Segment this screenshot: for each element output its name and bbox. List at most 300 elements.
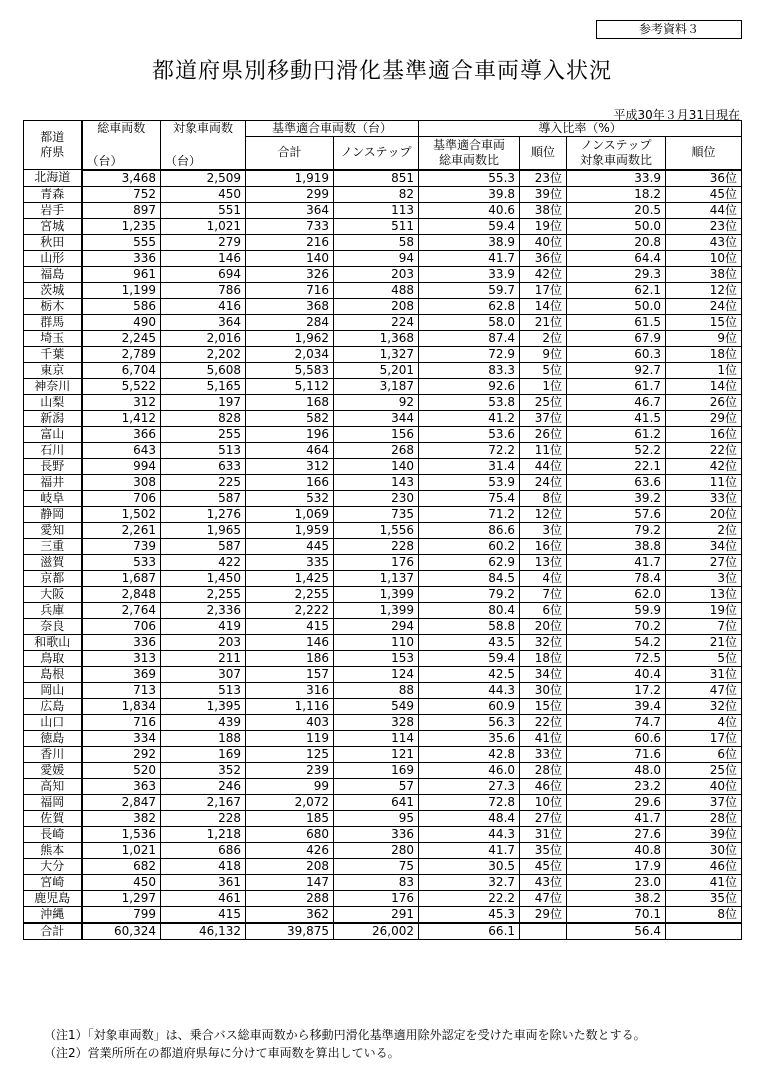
table-row [24, 538, 742, 554]
table-cell: 38.9 [419, 234, 520, 250]
prefecture-name: 東京 [24, 362, 82, 378]
table-cell: 369 [82, 666, 161, 682]
table-cell: 197 [161, 394, 246, 410]
table-cell: 15位 [520, 698, 567, 714]
table-cell: 268 [334, 442, 419, 458]
table-cell: 57.6 [567, 506, 666, 522]
table-cell: 44.3 [419, 682, 520, 698]
table-row [24, 298, 742, 314]
table-cell: 17.9 [567, 858, 666, 874]
table-cell: 533 [82, 554, 161, 570]
table-cell: 1位 [520, 378, 567, 394]
table-cell: 60.6 [567, 730, 666, 746]
table-cell: 42.5 [419, 666, 520, 682]
table-row [24, 874, 742, 890]
table-cell: 5,583 [246, 362, 334, 378]
table-cell: 146 [246, 634, 334, 650]
table-cell: 39,875 [246, 923, 334, 940]
table-cell: 39.2 [567, 490, 666, 506]
table-cell: 26位 [666, 394, 742, 410]
table-cell: 83 [334, 874, 419, 890]
table-cell: 5位 [520, 362, 567, 378]
table-cell: 13位 [520, 554, 567, 570]
table-row [24, 234, 742, 250]
table-cell: 38.8 [567, 538, 666, 554]
table-cell: 308 [82, 474, 161, 490]
table-cell: 2,336 [161, 602, 246, 618]
reference-label: 参考資料３ [596, 20, 742, 39]
table-cell: 739 [82, 538, 161, 554]
prefecture-name: 宮城 [24, 218, 82, 234]
table-cell: 42位 [666, 458, 742, 474]
table-cell: 208 [246, 858, 334, 874]
table-row [24, 650, 742, 666]
table-cell: 70.1 [567, 906, 666, 923]
table-cell: 8位 [666, 906, 742, 923]
table-cell: 1,199 [82, 282, 161, 298]
table-cell: 1,962 [246, 330, 334, 346]
table-cell: 42.8 [419, 746, 520, 762]
prefecture-name: 香川 [24, 746, 82, 762]
table-cell: 224 [334, 314, 419, 330]
table-row [24, 186, 742, 202]
table-cell: 32.7 [419, 874, 520, 890]
table-cell: 228 [161, 810, 246, 826]
table-cell: 39.8 [419, 186, 520, 202]
table-cell: 1,965 [161, 522, 246, 538]
table-row [24, 618, 742, 634]
table-cell [520, 923, 567, 940]
table-cell: 35位 [666, 890, 742, 906]
table-cell: 84.5 [419, 570, 520, 586]
table-cell: 188 [161, 730, 246, 746]
table-cell: 38.2 [567, 890, 666, 906]
table-cell: 70.2 [567, 618, 666, 634]
table-cell: 74.7 [567, 714, 666, 730]
table-cell: 56.3 [419, 714, 520, 730]
table-cell: 40位 [520, 234, 567, 250]
table-cell: 87.4 [419, 330, 520, 346]
table-cell: 1,412 [82, 410, 161, 426]
prefecture-name: 北海道 [24, 170, 82, 187]
table-cell: 79.2 [419, 586, 520, 602]
table-cell: 30位 [520, 682, 567, 698]
table-cell: 140 [246, 250, 334, 266]
table-cell: 17位 [666, 730, 742, 746]
table-row [24, 778, 742, 794]
table-cell: 1,959 [246, 522, 334, 538]
table-cell: 45位 [666, 186, 742, 202]
prefecture-name: 長野 [24, 458, 82, 474]
table-cell: 39位 [666, 826, 742, 842]
table-row [24, 762, 742, 778]
header-target-vehicles-unit: （台） [161, 137, 246, 170]
table-cell: 121 [334, 746, 419, 762]
table-cell: 83.3 [419, 362, 520, 378]
table-cell: 211 [161, 650, 246, 666]
prefecture-name: 沖縄 [24, 906, 82, 923]
table-cell: 694 [161, 266, 246, 282]
table-cell: 124 [334, 666, 419, 682]
table-cell: 828 [161, 410, 246, 426]
table-cell: 312 [246, 458, 334, 474]
table-cell: 1,297 [82, 890, 161, 906]
table-row [24, 698, 742, 714]
table-cell: 1,021 [161, 218, 246, 234]
table-cell: 156 [334, 426, 419, 442]
table-cell: 255 [161, 426, 246, 442]
header-rank-compliant: 順位 [520, 137, 567, 170]
table-cell: 17.2 [567, 682, 666, 698]
table-cell: 364 [161, 314, 246, 330]
table-cell: 5,522 [82, 378, 161, 394]
table-cell: 549 [334, 698, 419, 714]
prefecture-name: 千葉 [24, 346, 82, 362]
table-cell: 60,324 [82, 923, 161, 940]
table-cell: 75.4 [419, 490, 520, 506]
table-cell: 60.2 [419, 538, 520, 554]
table-cell: 44位 [666, 202, 742, 218]
table-row [24, 602, 742, 618]
table-cell: 48.0 [567, 762, 666, 778]
table-cell: 30位 [666, 842, 742, 858]
table-cell: 1,368 [334, 330, 419, 346]
table-cell: 416 [161, 298, 246, 314]
table-cell: 284 [246, 314, 334, 330]
table-cell: 39位 [520, 186, 567, 202]
table-cell: 48.4 [419, 810, 520, 826]
table-cell: 335 [246, 554, 334, 570]
table-cell: 633 [161, 458, 246, 474]
table-cell: 336 [82, 634, 161, 650]
table-row [24, 458, 742, 474]
table-cell: 36位 [520, 250, 567, 266]
table-cell: 26,002 [334, 923, 419, 940]
header-ratio-nonstep: ノンステップ 対象車両数比 [567, 137, 666, 170]
table-row [24, 858, 742, 874]
prefecture-name: 和歌山 [24, 634, 82, 650]
table-cell: 60.9 [419, 698, 520, 714]
table-body [24, 170, 742, 940]
header-compliant-total: 合計 [246, 137, 334, 170]
table-cell: 735 [334, 506, 419, 522]
table-cell: 147 [246, 874, 334, 890]
table-cell: 415 [161, 906, 246, 923]
table-row [24, 554, 742, 570]
table-cell: 239 [246, 762, 334, 778]
table-cell: 35位 [520, 842, 567, 858]
table-cell: 46位 [666, 858, 742, 874]
table-cell: 58.0 [419, 314, 520, 330]
table-cell: 62.9 [419, 554, 520, 570]
prefecture-name: 愛知 [24, 522, 82, 538]
prefecture-name: 山形 [24, 250, 82, 266]
table-cell: 2,034 [246, 346, 334, 362]
table-cell: 5,112 [246, 378, 334, 394]
table-cell: 19位 [666, 602, 742, 618]
table-cell: 2,222 [246, 602, 334, 618]
table-cell: 3位 [520, 522, 567, 538]
table-cell: 46.7 [567, 394, 666, 410]
prefecture-name: 長崎 [24, 826, 82, 842]
table-cell: 23位 [520, 170, 567, 187]
table-cell: 4位 [520, 570, 567, 586]
table-cell: 21位 [666, 634, 742, 650]
header-nonstep: ノンステップ [334, 137, 419, 170]
table-cell: 1,425 [246, 570, 334, 586]
table-cell: 587 [161, 490, 246, 506]
table-cell: 16位 [520, 538, 567, 554]
table-cell: 344 [334, 410, 419, 426]
prefecture-name: 鳥取 [24, 650, 82, 666]
table-cell: 43位 [666, 234, 742, 250]
table-cell: 56.4 [567, 923, 666, 940]
table-cell: 18.2 [567, 186, 666, 202]
table-cell: 490 [82, 314, 161, 330]
table-row [24, 746, 742, 762]
table-row [24, 426, 742, 442]
table-cell: 185 [246, 810, 334, 826]
table-cell: 230 [334, 490, 419, 506]
table-cell: 29位 [666, 410, 742, 426]
prefecture-name: 福岡 [24, 794, 82, 810]
table-cell: 31位 [666, 666, 742, 682]
table-row [24, 474, 742, 490]
table-cell: 143 [334, 474, 419, 490]
table-cell: 88 [334, 682, 419, 698]
table-row [24, 410, 742, 426]
table-cell: 10位 [520, 794, 567, 810]
table-cell: 99 [246, 778, 334, 794]
prefecture-name: 高知 [24, 778, 82, 794]
table-cell: 62.0 [567, 586, 666, 602]
table-cell: 1,276 [161, 506, 246, 522]
table-cell: 4位 [666, 714, 742, 730]
table-cell: 29.6 [567, 794, 666, 810]
table-cell: 582 [246, 410, 334, 426]
table-cell: 41.7 [567, 810, 666, 826]
table-cell: 45.3 [419, 906, 520, 923]
table-cell: 53.9 [419, 474, 520, 490]
table-cell: 25位 [520, 394, 567, 410]
table-cell: 2,255 [161, 586, 246, 602]
table-cell: 28位 [666, 810, 742, 826]
table-cell: 36位 [666, 170, 742, 187]
table-row [24, 490, 742, 506]
table-cell: 1位 [666, 362, 742, 378]
table-row [24, 522, 742, 538]
table-cell: 196 [246, 426, 334, 442]
table-cell: 682 [82, 858, 161, 874]
table-cell: 27位 [520, 810, 567, 826]
prefecture-name: 大分 [24, 858, 82, 874]
table-cell: 41.7 [419, 250, 520, 266]
table-cell: 22位 [520, 714, 567, 730]
table-cell: 641 [334, 794, 419, 810]
table-cell: 92.6 [419, 378, 520, 394]
table-row [24, 378, 742, 394]
header-target-vehicles: 対象車両数 [161, 121, 246, 137]
table-cell: 1,021 [82, 842, 161, 858]
prefecture-name: 栃木 [24, 298, 82, 314]
table-cell: 361 [161, 874, 246, 890]
table-row [24, 842, 742, 858]
table-cell: 41位 [666, 874, 742, 890]
prefecture-name: 群馬 [24, 314, 82, 330]
table-cell: 2,261 [82, 522, 161, 538]
header-total-vehicles-unit: （台） [82, 137, 161, 170]
table-cell: 64.4 [567, 250, 666, 266]
table-cell: 25位 [666, 762, 742, 778]
table-cell: 336 [82, 250, 161, 266]
table-cell: 28位 [520, 762, 567, 778]
table-cell: 291 [334, 906, 419, 923]
table-cell: 27位 [666, 554, 742, 570]
table-cell: 62.1 [567, 282, 666, 298]
table-cell: 706 [82, 490, 161, 506]
table-cell: 40位 [666, 778, 742, 794]
table-cell: 40.6 [419, 202, 520, 218]
table-cell: 8位 [520, 490, 567, 506]
prefecture-name: 青森 [24, 186, 82, 202]
table-cell: 2,509 [161, 170, 246, 187]
table-cell: 119 [246, 730, 334, 746]
table-cell: 368 [246, 298, 334, 314]
table-cell: 299 [246, 186, 334, 202]
table-cell: 961 [82, 266, 161, 282]
table-cell: 1,069 [246, 506, 334, 522]
table-cell: 46,132 [161, 923, 246, 940]
table-cell: 80.4 [419, 602, 520, 618]
table-cell: 33.9 [567, 170, 666, 187]
table-cell: 352 [161, 762, 246, 778]
prefecture-name: 静岡 [24, 506, 82, 522]
table-cell: 5位 [666, 650, 742, 666]
header-prefecture: 都道 府県 [24, 121, 82, 170]
table-row [24, 634, 742, 650]
table-row [24, 266, 742, 282]
table-cell: 58 [334, 234, 419, 250]
table-cell: 307 [161, 666, 246, 682]
table-cell: 20.8 [567, 234, 666, 250]
table-cell: 94 [334, 250, 419, 266]
table-cell: 53.8 [419, 394, 520, 410]
table-cell: 445 [246, 538, 334, 554]
table-cell: 113 [334, 202, 419, 218]
table-cell: 2,245 [82, 330, 161, 346]
table-row [24, 330, 742, 346]
table-cell: 18位 [520, 650, 567, 666]
prefecture-name: 合計 [24, 923, 82, 940]
table-row [24, 666, 742, 682]
table-cell: 23位 [666, 218, 742, 234]
table-cell: 95 [334, 810, 419, 826]
table-cell: 50.0 [567, 298, 666, 314]
note-1: （注1）「対象車両数」は、乗合バス総車両数から移動円滑化基準適用除外認定を受けた車両を除いた数とする。 [44, 1028, 646, 1042]
table-cell: 450 [82, 874, 161, 890]
table-cell: 10位 [666, 250, 742, 266]
table-cell: 2,848 [82, 586, 161, 602]
table-cell: 47位 [666, 682, 742, 698]
table-cell: 168 [246, 394, 334, 410]
table-cell: 40.8 [567, 842, 666, 858]
table-cell: 41.2 [419, 410, 520, 426]
header-ratio-compliant: 基準適合車両 総車両数比 [419, 137, 520, 170]
table-cell: 40.4 [567, 666, 666, 682]
table-cell: 44位 [520, 458, 567, 474]
table-row [24, 314, 742, 330]
prefecture-name: 宮崎 [24, 874, 82, 890]
table-cell: 551 [161, 202, 246, 218]
prefecture-name: 徳島 [24, 730, 82, 746]
table-cell: 21位 [520, 314, 567, 330]
table-cell: 46位 [520, 778, 567, 794]
table-cell: 686 [161, 842, 246, 858]
table-cell: 75 [334, 858, 419, 874]
table-cell: 203 [161, 634, 246, 650]
table-cell: 5,608 [161, 362, 246, 378]
prefecture-name: 茨城 [24, 282, 82, 298]
table-cell: 72.2 [419, 442, 520, 458]
table-cell: 32位 [520, 634, 567, 650]
table-cell: 513 [161, 442, 246, 458]
table-cell: 532 [246, 490, 334, 506]
as-of-date: 平成30年３月31日現在 [613, 108, 740, 122]
table-cell: 1,116 [246, 698, 334, 714]
prefecture-name: 愛媛 [24, 762, 82, 778]
table-row [24, 570, 742, 586]
table-cell: 1,834 [82, 698, 161, 714]
table-cell: 11位 [520, 442, 567, 458]
table-cell: 24位 [666, 298, 742, 314]
table-cell: 461 [161, 890, 246, 906]
table-cell: 24位 [520, 474, 567, 490]
table-cell: 45位 [520, 858, 567, 874]
table-cell: 23.2 [567, 778, 666, 794]
table-cell: 586 [82, 298, 161, 314]
table-cell: 9位 [520, 346, 567, 362]
prefecture-name: 岡山 [24, 682, 82, 698]
prefecture-name: 石川 [24, 442, 82, 458]
table-cell: 22位 [666, 442, 742, 458]
table-cell: 897 [82, 202, 161, 218]
table-cell: 59.9 [567, 602, 666, 618]
table-cell: 14位 [520, 298, 567, 314]
prefecture-name: 岩手 [24, 202, 82, 218]
table-cell: 31位 [520, 826, 567, 842]
table-cell: 11位 [666, 474, 742, 490]
table-cell: 313 [82, 650, 161, 666]
table-cell: 419 [161, 618, 246, 634]
prefecture-name: 三重 [24, 538, 82, 554]
header-ratio-group: 導入比率（%） [419, 121, 742, 137]
table-row [24, 826, 742, 842]
table-cell: 786 [161, 282, 246, 298]
table-cell: 23.0 [567, 874, 666, 890]
table-cell: 63.6 [567, 474, 666, 490]
table-cell: 288 [246, 890, 334, 906]
table-cell: 1,399 [334, 586, 419, 602]
table-cell: 20位 [520, 618, 567, 634]
table-cell: 44.3 [419, 826, 520, 842]
table-cell: 110 [334, 634, 419, 650]
table-cell: 2,072 [246, 794, 334, 810]
header-rank-nonstep: 順位 [666, 137, 742, 170]
table-cell: 716 [82, 714, 161, 730]
table-cell: 146 [161, 250, 246, 266]
table-cell: 35.6 [419, 730, 520, 746]
table-cell: 71.2 [419, 506, 520, 522]
